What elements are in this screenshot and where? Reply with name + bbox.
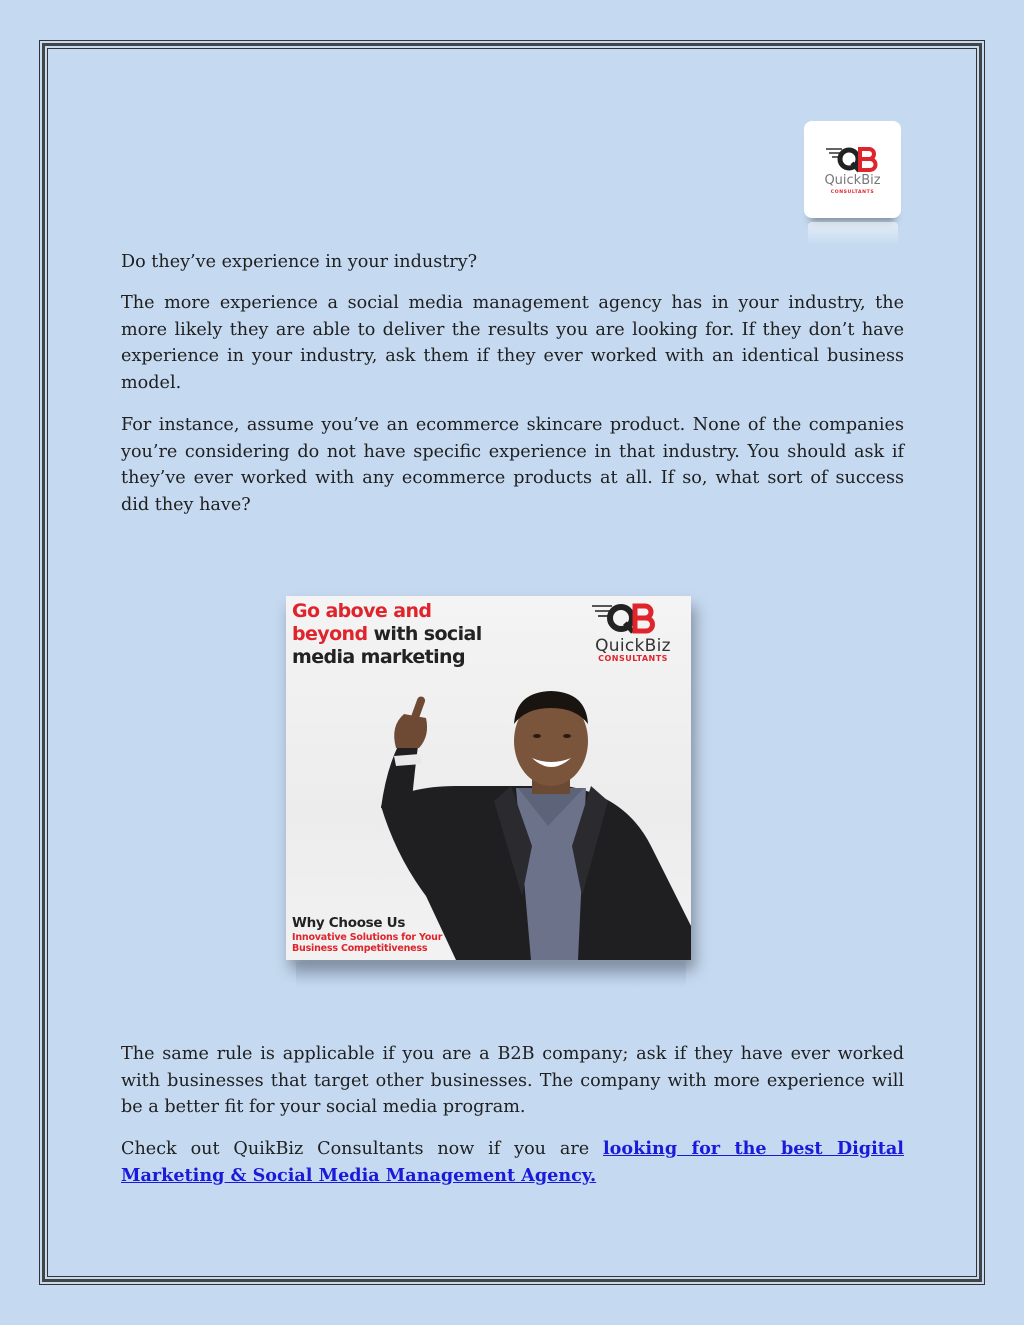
svg-text:CONSULTANTS: CONSULTANTS bbox=[830, 190, 875, 195]
paragraph-text: The more experience a social media management agency has in your industry, the more likely they are able to deliver the results you are looking for. If they don’t have experience in your industry, ask them if they ever worked with an identical business model. bbox=[121, 293, 904, 393]
paragraph-cta bbox=[121, 1136, 904, 1189]
promo-logo-subtitle: CONSULTANTS bbox=[598, 654, 668, 663]
paragraph-experience bbox=[121, 290, 904, 396]
paragraph-b2b bbox=[121, 1041, 904, 1121]
why-choose-us-subtitle: Innovative Solutions for Your Business Competitiveness bbox=[292, 932, 443, 954]
promo-headline-with-social: with social bbox=[367, 623, 482, 645]
section-question bbox=[121, 249, 904, 276]
promo-image-reflection bbox=[296, 962, 686, 988]
paragraph-text: The same rule is applicable if you are a B2B company; ask if they have ever worked with businesses that target other businesses. The company with more experience will be a better fit for your social media program. bbox=[121, 1044, 904, 1117]
paragraph-example bbox=[121, 412, 904, 518]
promo-headline-beyond: beyond bbox=[292, 623, 368, 645]
svg-text:QuickBiz: QuickBiz bbox=[824, 173, 881, 188]
quickbiz-logo-badge bbox=[804, 121, 901, 218]
quickbiz-logo-icon bbox=[804, 121, 901, 218]
cta-text bbox=[121, 1136, 904, 1189]
promo-headline-line3: media marketing bbox=[292, 646, 465, 668]
promo-logo-icon bbox=[592, 606, 653, 632]
promo-image bbox=[286, 596, 691, 960]
question-heading: Do they’ve experience in your industry? bbox=[121, 252, 478, 272]
cta-lead-text: Check out QuikBiz Consultants now if you are bbox=[121, 1139, 603, 1159]
agency-link[interactable]: looking for the best Digital Marketing & Social Media Management Agency. bbox=[121, 1138, 904, 1186]
promo-headline-line1: Go above and bbox=[292, 600, 432, 622]
logo-reflection bbox=[808, 222, 898, 246]
paragraph-text: For instance, assume you’ve an ecommerce skincare product. None of the companies you’re considering do not have specific experience in that industry. You should ask if they’ve ever worked with any ecommerce products at all. If so, what sort of success did they have? bbox=[121, 415, 904, 515]
promo-logo-brand: QuickBiz bbox=[595, 636, 671, 656]
why-choose-us-title: Why Choose Us bbox=[292, 915, 406, 931]
smiling-man-illustration bbox=[381, 691, 691, 960]
